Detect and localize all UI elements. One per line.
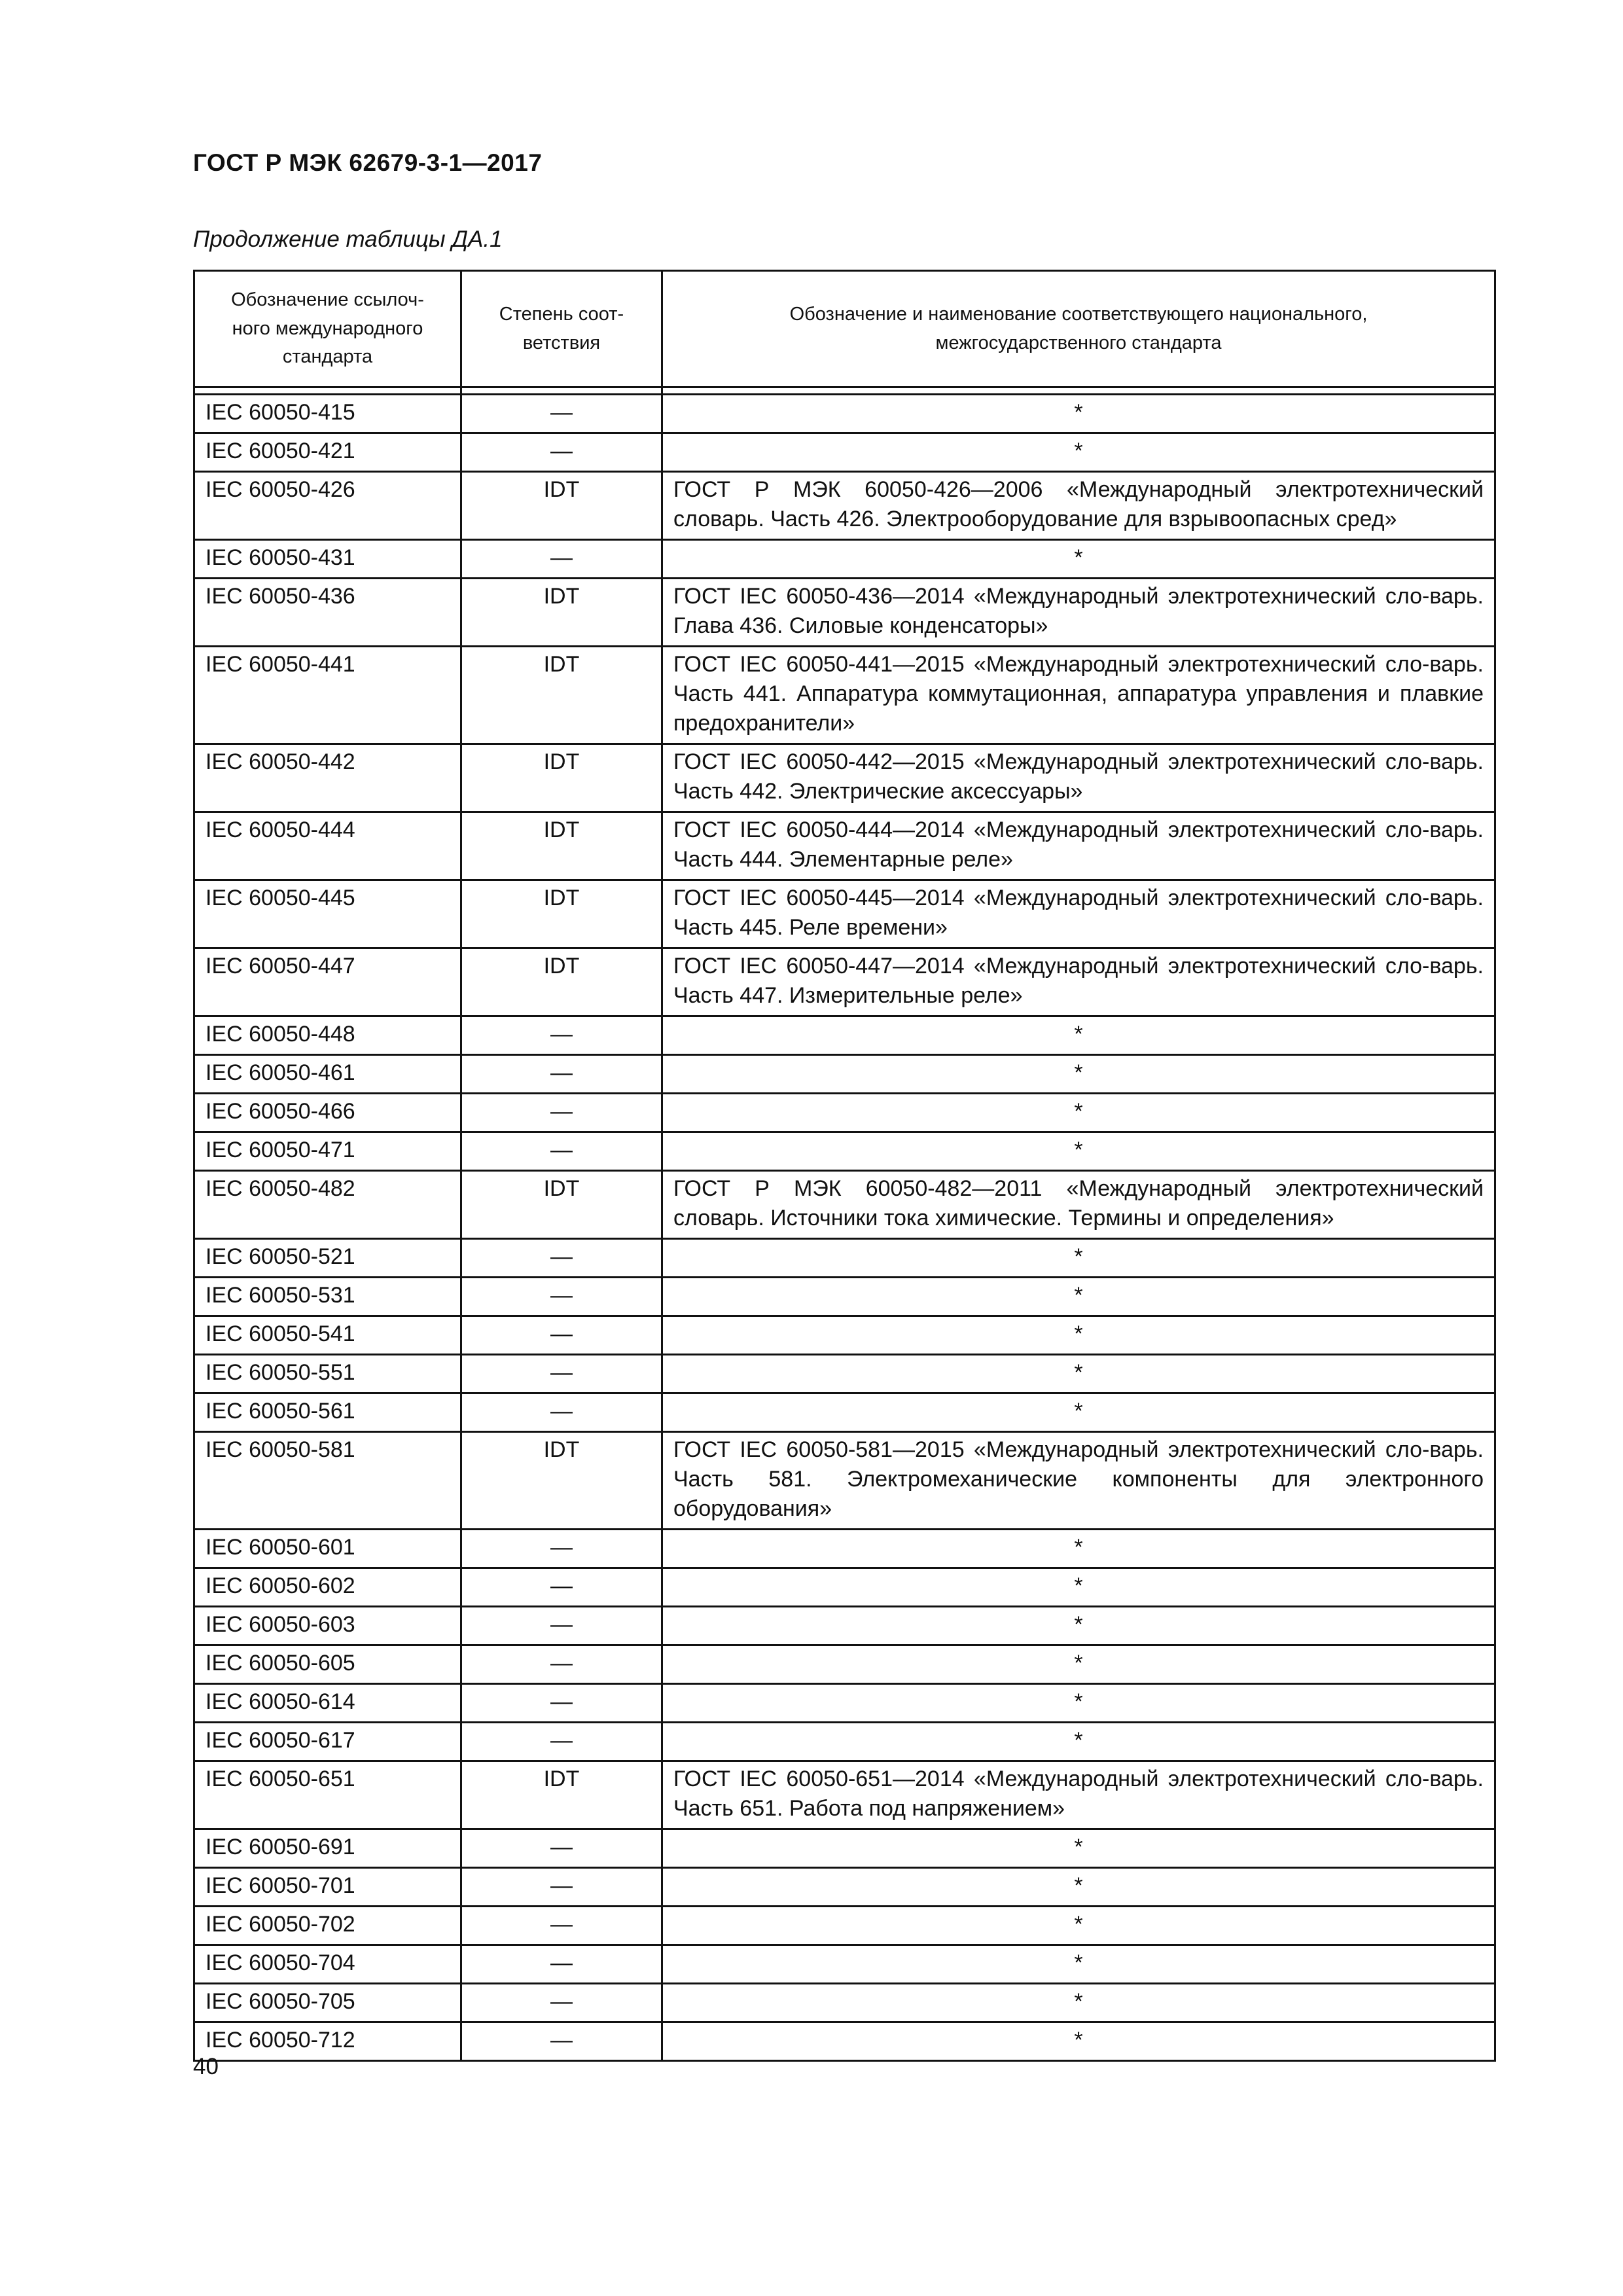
table-row	[194, 1684, 1495, 1723]
degree-of-correspondence: —	[461, 1684, 662, 1723]
national-standard: *	[662, 1607, 1495, 1645]
national-standard: *	[662, 540, 1495, 579]
degree-of-correspondence: —	[461, 1723, 662, 1761]
column-header-degree: Степень соот- ветствия	[461, 271, 662, 387]
international-standard-ref: IEC 60050-603	[194, 1607, 461, 1645]
international-standard-ref: IEC 60050-705	[194, 1984, 461, 2022]
standards-table	[193, 270, 1496, 2062]
international-standard-ref: IEC 60050-421	[194, 433, 461, 472]
table-row	[194, 395, 1495, 433]
table-row	[194, 1278, 1495, 1316]
national-standard: *	[662, 1239, 1495, 1278]
national-standard: ГОСТ IEC 60050-442—2015 «Международный электротехнический сло-варь. Часть 442. Электрические аксессуары»	[662, 744, 1495, 812]
separator-cell	[662, 387, 1495, 395]
international-standard-ref: IEC 60050-445	[194, 880, 461, 948]
degree-of-correspondence: —	[461, 540, 662, 579]
table-row	[194, 647, 1495, 744]
national-standard: *	[662, 1684, 1495, 1723]
table-row	[194, 579, 1495, 647]
degree-of-correspondence: —	[461, 1945, 662, 1984]
table-row	[194, 1607, 1495, 1645]
table-row	[194, 1723, 1495, 1761]
header-separator-row	[194, 387, 1495, 395]
table-row	[194, 1055, 1495, 1094]
degree-of-correspondence: —	[461, 1393, 662, 1432]
international-standard-ref: IEC 60050-426	[194, 472, 461, 540]
degree-of-correspondence: —	[461, 395, 662, 433]
international-standard-ref: IEC 60050-701	[194, 1868, 461, 1907]
degree-of-correspondence: —	[461, 1907, 662, 1945]
national-standard: *	[662, 1055, 1495, 1094]
degree-of-correspondence: —	[461, 1055, 662, 1094]
table-caption: Продолжение таблицы ДА.1	[193, 226, 503, 252]
degree-of-correspondence: —	[461, 1278, 662, 1316]
international-standard-ref: IEC 60050-551	[194, 1355, 461, 1393]
international-standard-ref: IEC 60050-702	[194, 1907, 461, 1945]
table-row	[194, 1432, 1495, 1530]
table-row	[194, 1355, 1495, 1393]
international-standard-ref: IEC 60050-617	[194, 1723, 461, 1761]
table-row	[194, 1568, 1495, 1607]
degree-of-correspondence: —	[461, 2022, 662, 2061]
international-standard-ref: IEC 60050-471	[194, 1132, 461, 1171]
degree-of-correspondence: —	[461, 1316, 662, 1355]
table-row	[194, 1645, 1495, 1684]
table-header-row	[194, 271, 1495, 387]
degree-of-correspondence: —	[461, 1530, 662, 1568]
international-standard-ref: IEC 60050-704	[194, 1945, 461, 1984]
table-row	[194, 1868, 1495, 1907]
international-standard-ref: IEC 60050-561	[194, 1393, 461, 1432]
degree-of-correspondence: —	[461, 1355, 662, 1393]
table-row	[194, 812, 1495, 880]
degree-of-correspondence: —	[461, 1239, 662, 1278]
national-standard: ГОСТ IEC 60050-436—2014 «Международный электротехнический сло-варь. Глава 436. Силовые конденсаторы»	[662, 579, 1495, 647]
table-row	[194, 540, 1495, 579]
national-standard: *	[662, 1316, 1495, 1355]
table-row	[194, 472, 1495, 540]
national-standard: *	[662, 1016, 1495, 1055]
international-standard-ref: IEC 60050-441	[194, 647, 461, 744]
degree-of-correspondence: IDT	[461, 1171, 662, 1239]
separator-cell	[194, 387, 461, 395]
national-standard: ГОСТ Р МЭК 60050-426—2006 «Международный электротехнический словарь. Часть 426. Электрооборудование для взрывоопасных сред»	[662, 472, 1495, 540]
international-standard-ref: IEC 60050-602	[194, 1568, 461, 1607]
national-standard: *	[662, 2022, 1495, 2061]
national-standard: ГОСТ IEC 60050-447—2014 «Международный электротехнический сло-варь. Часть 447. Измерительные реле»	[662, 948, 1495, 1016]
degree-of-correspondence: —	[461, 1016, 662, 1055]
international-standard-ref: IEC 60050-436	[194, 579, 461, 647]
international-standard-ref: IEC 60050-461	[194, 1055, 461, 1094]
national-standard: *	[662, 433, 1495, 472]
degree-of-correspondence: IDT	[461, 948, 662, 1016]
degree-of-correspondence: —	[461, 1132, 662, 1171]
degree-of-correspondence: IDT	[461, 812, 662, 880]
table-row	[194, 1094, 1495, 1132]
separator-cell	[461, 387, 662, 395]
table-body	[194, 395, 1495, 2061]
national-standard: *	[662, 1393, 1495, 1432]
table-row	[194, 1132, 1495, 1171]
national-standard: *	[662, 1723, 1495, 1761]
document-title: ГОСТ Р МЭК 62679-3-1—2017	[193, 149, 543, 176]
national-standard: ГОСТ IEC 60050-651—2014 «Международный электротехнический сло-варь. Часть 651. Работа под напряжением»	[662, 1761, 1495, 1829]
degree-of-correspondence: —	[461, 1094, 662, 1132]
degree-of-correspondence: IDT	[461, 472, 662, 540]
international-standard-ref: IEC 60050-581	[194, 1432, 461, 1530]
degree-of-correspondence: IDT	[461, 579, 662, 647]
column-header-international-ref: Обозначение ссылоч- ного международного стандарта	[194, 271, 461, 387]
table-row	[194, 744, 1495, 812]
national-standard: ГОСТ Р МЭК 60050-482—2011 «Международный электротехнический словарь. Источники тока химические. Термины и определения»	[662, 1171, 1495, 1239]
table-row	[194, 1907, 1495, 1945]
degree-of-correspondence: IDT	[461, 647, 662, 744]
international-standard-ref: IEC 60050-531	[194, 1278, 461, 1316]
table-row	[194, 1016, 1495, 1055]
degree-of-correspondence: IDT	[461, 1761, 662, 1829]
national-standard: ГОСТ IEC 60050-441—2015 «Международный электротехнический сло-варь. Часть 441. Аппаратура коммутационная, аппаратура управления и плавкие предохранители»	[662, 647, 1495, 744]
degree-of-correspondence: —	[461, 433, 662, 472]
national-standard: *	[662, 1829, 1495, 1868]
international-standard-ref: IEC 60050-431	[194, 540, 461, 579]
national-standard: *	[662, 1945, 1495, 1984]
international-standard-ref: IEC 60050-415	[194, 395, 461, 433]
national-standard: *	[662, 1278, 1495, 1316]
national-standard: *	[662, 1868, 1495, 1907]
table-row	[194, 1171, 1495, 1239]
international-standard-ref: IEC 60050-651	[194, 1761, 461, 1829]
national-standard: *	[662, 1907, 1495, 1945]
international-standard-ref: IEC 60050-541	[194, 1316, 461, 1355]
degree-of-correspondence: —	[461, 1568, 662, 1607]
degree-of-correspondence: IDT	[461, 744, 662, 812]
international-standard-ref: IEC 60050-712	[194, 2022, 461, 2061]
national-standard: ГОСТ IEC 60050-581—2015 «Международный электротехнический сло-варь. Часть 581. Электромеханические компоненты для электронного оборудования»	[662, 1432, 1495, 1530]
international-standard-ref: IEC 60050-466	[194, 1094, 461, 1132]
degree-of-correspondence: —	[461, 1829, 662, 1868]
international-standard-ref: IEC 60050-691	[194, 1829, 461, 1868]
national-standard: *	[662, 1568, 1495, 1607]
international-standard-ref: IEC 60050-444	[194, 812, 461, 880]
table-row	[194, 880, 1495, 948]
table-row	[194, 948, 1495, 1016]
national-standard: ГОСТ IEC 60050-444—2014 «Международный электротехнический сло-варь. Часть 444. Элементарные реле»	[662, 812, 1495, 880]
degree-of-correspondence: —	[461, 1607, 662, 1645]
page-number: 40	[193, 2054, 219, 2079]
international-standard-ref: IEC 60050-605	[194, 1645, 461, 1684]
table-row	[194, 1945, 1495, 1984]
international-standard-ref: IEC 60050-601	[194, 1530, 461, 1568]
international-standard-ref: IEC 60050-614	[194, 1684, 461, 1723]
table-row	[194, 1530, 1495, 1568]
international-standard-ref: IEC 60050-521	[194, 1239, 461, 1278]
national-standard: ГОСТ IEC 60050-445—2014 «Международный электротехнический сло-варь. Часть 445. Реле времени»	[662, 880, 1495, 948]
national-standard: *	[662, 1094, 1495, 1132]
national-standard: *	[662, 1355, 1495, 1393]
national-standard: *	[662, 395, 1495, 433]
table-row	[194, 2022, 1495, 2061]
national-standard: *	[662, 1984, 1495, 2022]
degree-of-correspondence: IDT	[461, 1432, 662, 1530]
international-standard-ref: IEC 60050-447	[194, 948, 461, 1016]
degree-of-correspondence: —	[461, 1868, 662, 1907]
table-row	[194, 1239, 1495, 1278]
table-row	[194, 1984, 1495, 2022]
national-standard: *	[662, 1132, 1495, 1171]
table-row	[194, 1761, 1495, 1829]
international-standard-ref: IEC 60050-482	[194, 1171, 461, 1239]
table-row	[194, 1393, 1495, 1432]
degree-of-correspondence: IDT	[461, 880, 662, 948]
degree-of-correspondence: —	[461, 1984, 662, 2022]
table-row	[194, 1829, 1495, 1868]
degree-of-correspondence: —	[461, 1645, 662, 1684]
national-standard: *	[662, 1645, 1495, 1684]
international-standard-ref: IEC 60050-448	[194, 1016, 461, 1055]
national-standard: *	[662, 1530, 1495, 1568]
column-header-national-standard: Обозначение и наименование соответствующего национального, межгосударственного стандарта	[662, 271, 1495, 387]
table-row	[194, 433, 1495, 472]
international-standard-ref: IEC 60050-442	[194, 744, 461, 812]
table-row	[194, 1316, 1495, 1355]
